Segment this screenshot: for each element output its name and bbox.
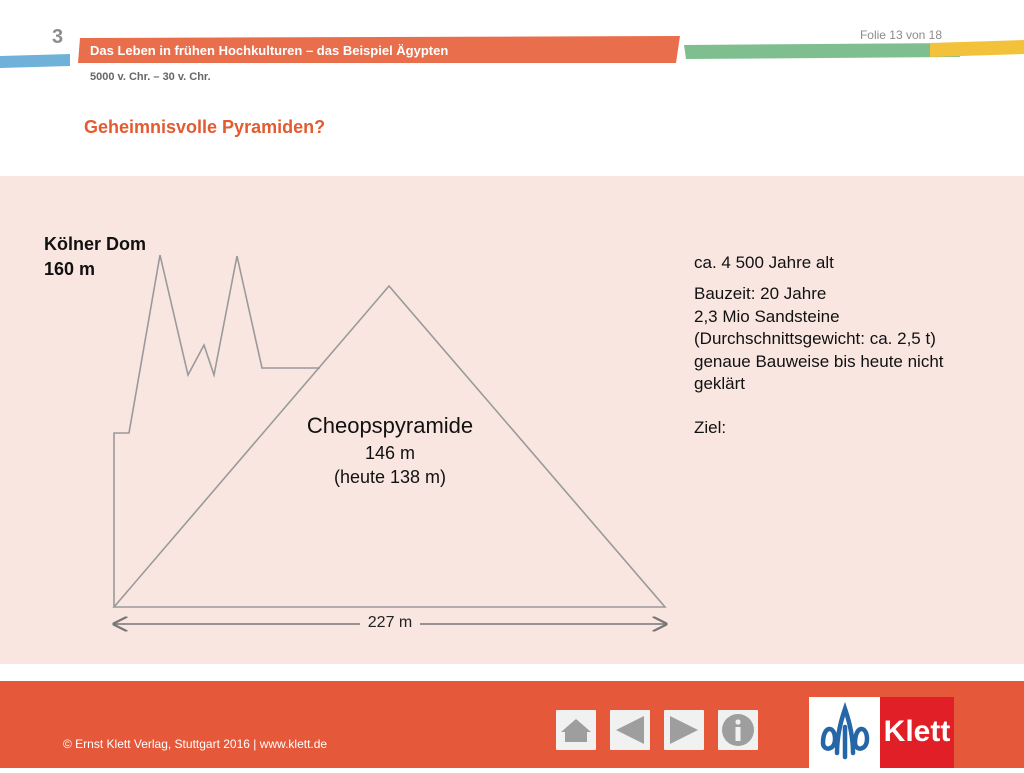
arrow-right-icon bbox=[664, 710, 704, 750]
pyramid-height-today: (heute 138 m) bbox=[333, 467, 447, 487]
fact-weight: (Durchschnittsgewicht: ca. 2,5 t) bbox=[694, 329, 936, 349]
header-title: Das Leben in frühen Hochkulturen – das Beispiel Ägypten bbox=[90, 43, 449, 58]
fact-goal: Ziel: bbox=[694, 418, 727, 438]
fact-stones: 2,3 Mio Sandsteine bbox=[694, 306, 840, 326]
next-slide-button[interactable] bbox=[664, 710, 704, 750]
cathedral-name: Kölner Dom bbox=[44, 234, 147, 254]
pyramid-height: 146 m bbox=[364, 443, 416, 463]
cathedral-height: 160 m bbox=[44, 259, 96, 279]
home-icon bbox=[556, 710, 596, 750]
cathedral-label bbox=[44, 232, 146, 282]
fact-build-time: Bauzeit: 20 Jahre bbox=[694, 284, 827, 304]
slide-counter: Folie 13 von 18 bbox=[859, 28, 942, 42]
spacer bbox=[694, 395, 994, 417]
pyramid-name: Cheopspyramide bbox=[306, 413, 474, 438]
info-icon bbox=[718, 710, 758, 750]
fact-age: ca. 4 500 Jahre alt bbox=[694, 253, 834, 272]
klett-wordmark: Klett bbox=[883, 715, 951, 748]
slide-heading: Geheimnisvolle Pyramiden? bbox=[84, 117, 326, 137]
arrow-left-icon bbox=[610, 710, 650, 750]
fact-method: genaue Bauweise bis heute nicht geklärt bbox=[694, 351, 944, 394]
home-button[interactable] bbox=[556, 710, 596, 750]
header-subtitle: 5000 v. Chr. – 30 v. Chr. bbox=[90, 71, 211, 83]
base-width-label: 227 m bbox=[360, 614, 420, 632]
klett-mark-icon bbox=[809, 697, 880, 768]
klett-logo bbox=[809, 697, 954, 768]
previous-slide-button[interactable] bbox=[610, 710, 650, 750]
copyright-text: © Ernst Klett Verlag, Stuttgart 2016 | www.klett.de bbox=[63, 737, 328, 751]
facts-list bbox=[694, 252, 994, 440]
info-button[interactable] bbox=[718, 710, 758, 750]
pyramid-label bbox=[290, 411, 490, 489]
chapter-number: 3 bbox=[52, 26, 64, 48]
